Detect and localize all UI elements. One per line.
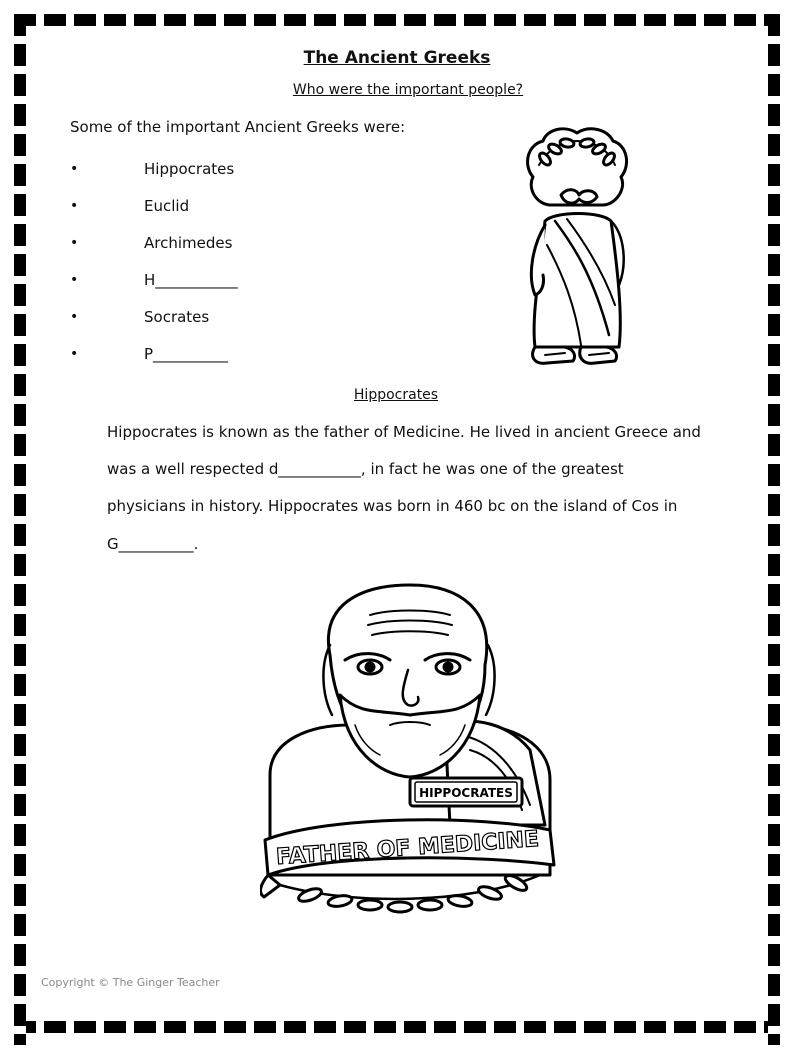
paragraph-line: Hippocrates is known as the father of Medicine. He lived in ancient Greece and bbox=[107, 423, 701, 441]
bust-banner-text: FATHER OF MEDICINE bbox=[275, 826, 540, 871]
paragraph-line: was a well respected d___________, in fact he was one of the greatest bbox=[107, 460, 624, 478]
bullet-icon: • bbox=[70, 271, 79, 288]
list-item-label: H___________ bbox=[144, 270, 238, 289]
paragraph-line: physicians in history. Hippocrates was born in 460 bc on the island of Cos in bbox=[107, 497, 678, 515]
bullet-icon: • bbox=[70, 308, 79, 325]
list-item-label: Euclid bbox=[144, 196, 190, 215]
section-heading: Hippocrates bbox=[353, 387, 439, 403]
bullet-icon: • bbox=[70, 234, 79, 251]
list-item bbox=[70, 187, 238, 224]
list-item bbox=[70, 335, 238, 372]
list-item-label: P__________ bbox=[144, 344, 229, 363]
list-item-label: Hippocrates bbox=[144, 159, 235, 178]
greek-figure-illustration bbox=[515, 125, 640, 375]
frame-border-bottom bbox=[14, 1021, 780, 1033]
frame-border-left bbox=[14, 14, 26, 1045]
people-list bbox=[70, 150, 238, 372]
list-item bbox=[70, 298, 238, 335]
intro-text: Some of the important Ancient Greeks were: bbox=[70, 118, 406, 136]
bust-name-plate: HIPPOCRATES bbox=[419, 786, 513, 800]
frame-border-right bbox=[768, 14, 780, 1045]
page-subtitle: Who were the important people? bbox=[292, 82, 524, 98]
list-item-label: Archimedes bbox=[144, 233, 233, 252]
bullet-icon: • bbox=[70, 197, 79, 214]
frame-border-top bbox=[14, 14, 780, 26]
bullet-icon: • bbox=[70, 345, 79, 362]
list-item bbox=[70, 261, 238, 298]
bullet-icon: • bbox=[70, 160, 79, 177]
list-item bbox=[70, 224, 238, 261]
page-title: The Ancient Greeks bbox=[303, 48, 491, 68]
list-item bbox=[70, 150, 238, 187]
list-item-label: Socrates bbox=[144, 307, 210, 326]
hippocrates-bust-illustration bbox=[260, 575, 560, 920]
paragraph-line: G__________. bbox=[107, 535, 199, 553]
copyright-notice: Copyright © The Ginger Teacher bbox=[41, 976, 220, 989]
